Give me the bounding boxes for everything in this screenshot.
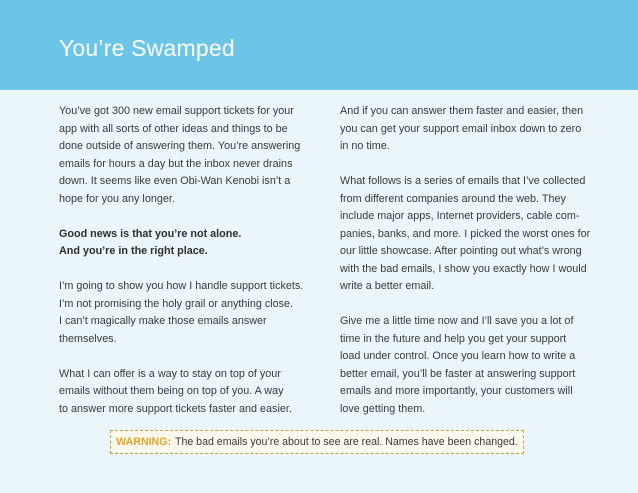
text-line: in no time. <box>340 140 390 152</box>
page-title: You’re Swamped <box>59 35 235 61</box>
text-line: And if you can answer them faster and easier, then <box>340 105 584 117</box>
text-line: emails without them being on top of you. A way <box>59 385 284 397</box>
text-line: You’ve got 300 new email support tickets for your <box>59 105 294 117</box>
text-line: down. It seems like even Obi-Wan Kenobi isn’t a <box>59 175 291 187</box>
good-news-paragraph <box>59 226 309 261</box>
text-line: themselves. <box>59 332 117 345</box>
text-line: Good news is that you’re not alone. <box>59 227 242 240</box>
text-line: emails and more importantly, your customers will <box>340 385 573 397</box>
promise-paragraph <box>59 278 309 348</box>
offer-paragraph <box>59 366 309 419</box>
text-line: time in the future and help you get your support <box>340 332 567 345</box>
text-line: load under control. Once you learn how to write a <box>340 350 576 362</box>
intro-paragraph <box>59 103 309 208</box>
text-line: What follows is a series of emails that I’ve collected <box>340 175 586 187</box>
text-line: from different companies around the web. They <box>340 192 566 205</box>
header-bar <box>0 0 638 90</box>
faster-paragraph <box>340 103 590 156</box>
text-line: with the bad emails, I show you exactly how I would <box>340 262 587 275</box>
text-line: app with all sorts of other ideas and things to be <box>59 122 288 135</box>
text-line: done outside of answering them. You’re answering <box>59 140 301 152</box>
give-time-paragraph <box>340 313 590 418</box>
text-line: hope for you any longer. <box>59 192 175 205</box>
text-line: include major apps, Internet providers, cable com- <box>340 210 580 222</box>
text-line: I can’t magically make those emails answer <box>59 315 267 327</box>
what-follows-paragraph <box>340 173 590 296</box>
text-line: I’m not promising the holy grail or anything close. <box>59 297 294 310</box>
text-line: I’m going to show you how I handle support tickets. <box>59 280 304 292</box>
text-line: What I can offer is a way to stay on top of your <box>59 367 281 380</box>
text-line: write a better email. <box>340 280 435 292</box>
text-line: And you’re in the right place. <box>59 245 208 257</box>
warning-text: The bad emails you’re about to see are real. Names have been changed. <box>174 436 518 448</box>
text-line: love getting them. <box>340 402 426 415</box>
text-line: you can get your support email inbox down to zero <box>340 122 582 135</box>
text-line: our little showcase. After pointing out what’s wrong <box>340 245 582 257</box>
text-line: better email, you’ll be faster at answering support <box>340 367 576 380</box>
left-column <box>59 103 309 436</box>
text-line: Give me a little time now and I’ll save you a lot of <box>340 315 574 327</box>
warning-callout <box>110 430 524 454</box>
text-line: panies, banks, and more. I picked the worst ones for <box>340 227 591 240</box>
warning-label: WARNING: <box>116 436 171 448</box>
right-column <box>340 103 590 436</box>
text-line: to answer more support tickets faster and easier. <box>59 402 292 415</box>
text-line: emails for hours a day but the inbox never drains <box>59 157 293 170</box>
